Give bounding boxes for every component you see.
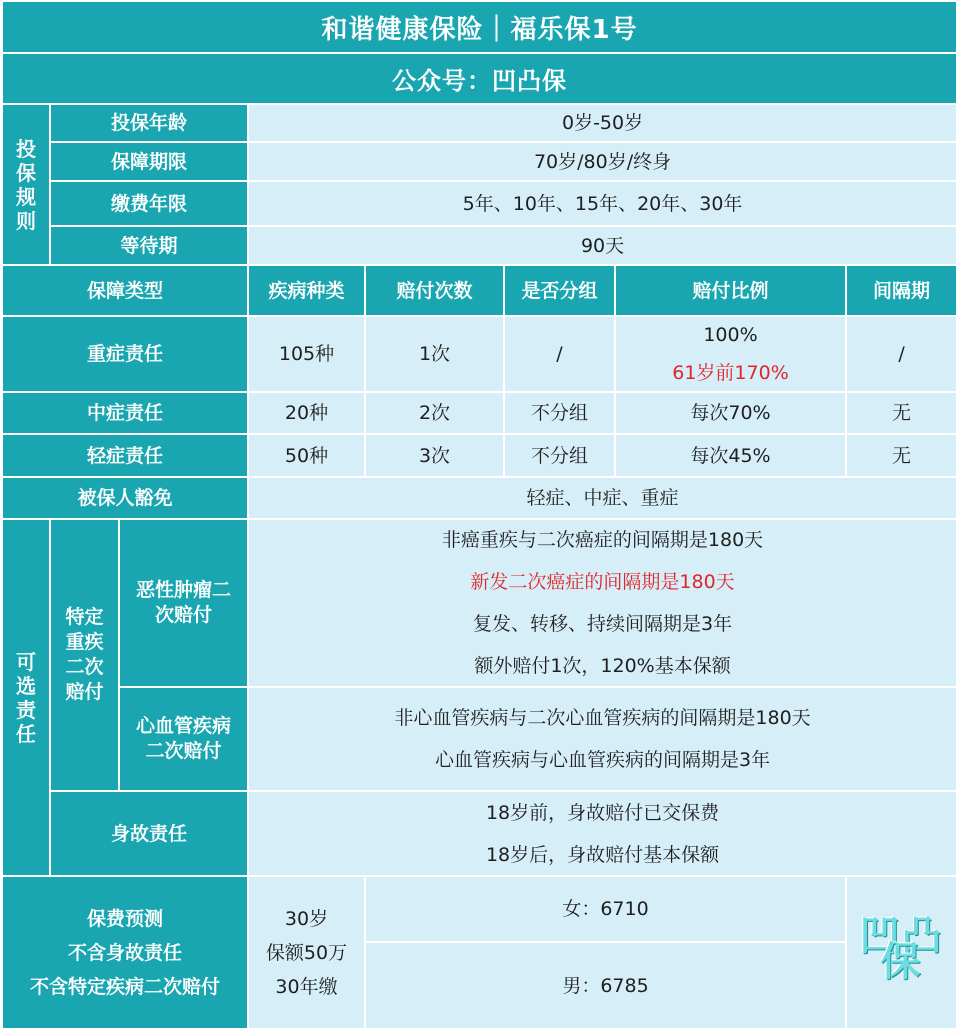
- cancer-detail-line: 新发二次癌症的间隔期是180天: [470, 571, 735, 593]
- rule-value-waiting-period: 90天: [248, 226, 957, 265]
- product-title: 和谐健康保险｜福乐保1号: [2, 1, 957, 53]
- critical-illness-ratio-base: 100%: [703, 324, 758, 346]
- waiver-value: 轻症、中症、重症: [248, 477, 957, 519]
- cardio-detail-line: 心血管疾病与心血管疾病的间隔期是3年: [435, 749, 771, 771]
- death-benefit-details: [248, 791, 957, 876]
- insurance-summary-table: [1, 0, 957, 1030]
- critical-illness-grouped: /: [504, 316, 615, 392]
- rule-label-age: 投保年龄: [50, 104, 248, 142]
- critical-illness-types: 105种: [248, 316, 365, 392]
- moderate-illness-interval: 无: [846, 392, 957, 434]
- death-detail-line: 18岁前，身故赔付已交保费: [485, 801, 720, 824]
- header-grouped: 是否分组: [504, 265, 615, 316]
- critical-illness-interval: /: [846, 316, 957, 392]
- death-benefit-label: 身故责任: [50, 791, 248, 876]
- moderate-illness-grouped: 不分组: [504, 392, 615, 434]
- cancer-detail-line: 复发、转移、持续间隔期是3年: [473, 613, 733, 635]
- mild-illness-label: 轻症责任: [2, 434, 248, 477]
- premium-male: 男：6785: [365, 942, 846, 1029]
- mild-illness-ratio: 每次45%: [615, 434, 846, 477]
- rule-value-payment-period: 5年、10年、15年、20年、30年: [248, 181, 957, 226]
- header-claim-times: 赔付次数: [365, 265, 504, 316]
- mild-illness-grouped: 不分组: [504, 434, 615, 477]
- rules-group-label: 投保规则: [2, 104, 50, 265]
- header-interval: 间隔期: [846, 265, 957, 316]
- moderate-illness-ratio: 每次70%: [615, 392, 846, 434]
- moderate-illness-times: 2次: [365, 392, 504, 434]
- rule-value-age: 0岁-50岁: [248, 104, 957, 142]
- premium-estimate-label: 保费预测 不含身故责任 不含特定疾病二次赔付: [2, 876, 248, 1029]
- header-payout-ratio: 赔付比例: [615, 265, 846, 316]
- cardio-detail-line: 非心血管疾病与二次心血管疾病的间隔期是180天: [394, 707, 811, 729]
- moderate-illness-label: 中症责任: [2, 392, 248, 434]
- death-detail-line: 18岁后，身故赔付基本保额: [485, 843, 720, 866]
- critical-illness-ratio: [615, 316, 846, 392]
- official-account-subtitle: 公众号：凹凸保: [2, 53, 957, 104]
- mild-illness-types: 50种: [248, 434, 365, 477]
- cancer-second-claim-label: 恶性肿瘤二次赔付: [119, 519, 248, 687]
- special-second-claim-label: 特定重疾二次赔付: [50, 519, 119, 791]
- premium-conditions: 30岁 保额50万 30年缴: [248, 876, 365, 1029]
- rule-label-term: 保障期限: [50, 142, 248, 181]
- cardio-second-claim-label: 心血管疾病二次赔付: [119, 687, 248, 791]
- cancer-detail-line: 非癌重疾与二次癌症的间隔期是180天: [441, 529, 764, 551]
- header-coverage-type: 保障类型: [2, 265, 248, 316]
- critical-illness-label: 重症责任: [2, 316, 248, 392]
- rule-value-term: 70岁/80岁/终身: [248, 142, 957, 181]
- moderate-illness-types: 20种: [248, 392, 365, 434]
- cardio-second-claim-details: [248, 687, 957, 791]
- cancer-detail-line: 额外赔付1次，120%基本保额: [474, 655, 731, 677]
- rule-label-payment-period: 缴费年限: [50, 181, 248, 226]
- mild-illness-interval: 无: [846, 434, 957, 477]
- optional-group-label: 可选责任: [2, 519, 50, 876]
- watermark-logo: 凹凸保: [846, 876, 957, 1029]
- waiver-label: 被保人豁免: [2, 477, 248, 519]
- critical-illness-ratio-note: 61岁前170%: [672, 362, 789, 384]
- cancer-second-claim-details: [248, 519, 957, 687]
- mild-illness-times: 3次: [365, 434, 504, 477]
- critical-illness-times: 1次: [365, 316, 504, 392]
- premium-female: 女：6710: [365, 876, 846, 942]
- header-disease-types: 疾病种类: [248, 265, 365, 316]
- rule-label-waiting-period: 等待期: [50, 226, 248, 265]
